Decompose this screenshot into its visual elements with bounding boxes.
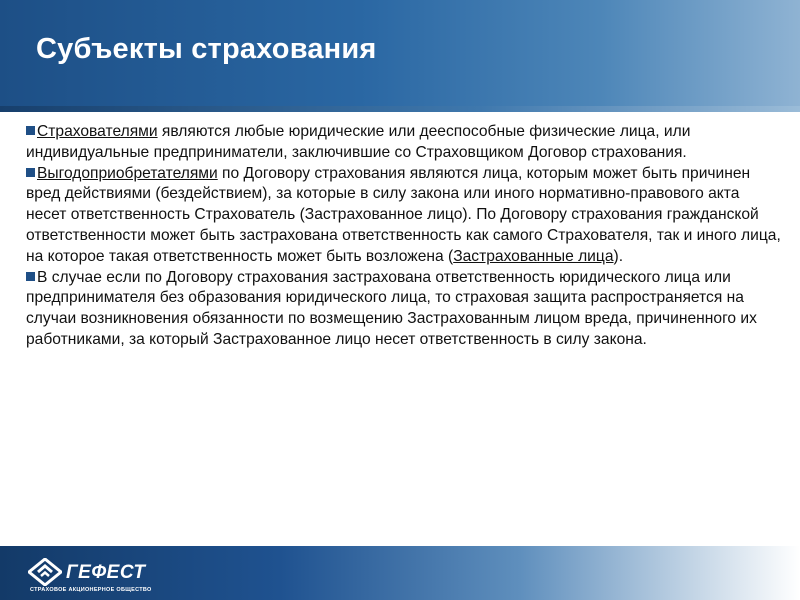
bullet-square-icon — [26, 272, 35, 281]
paragraph-beneficiaries-end: ). — [613, 247, 624, 265]
slide-header — [0, 0, 800, 112]
gefest-logo-icon — [28, 558, 62, 586]
logo-subtitle: СТРАХОВОЕ АКЦИОНЕРНОЕ ОБЩЕСТВО — [30, 587, 152, 593]
bullet-square-icon — [26, 126, 35, 135]
logo-name: ГЕФЕСТ — [66, 562, 146, 583]
paragraph-insurers-text: являются любые юридические или дееспособные физические лица, или индивидуальные предприниматели, заключившие со Страховщиком Договор страхования. — [26, 123, 691, 161]
term-insurers: Страхователями — [37, 123, 158, 140]
paragraph-liability — [26, 268, 784, 351]
paragraph-liability-text: В случае если по Договору страхования застрахована ответственность юридического лица или предпринимателя без образования юридического лица, то страховая защита распространяется на случаи возникновения обязанности по возмещению Застрахованным лицом вреда, причиненного их работниками, за который Застрахованное лицо несет ответственность в силу закона. — [26, 268, 757, 348]
term-beneficiaries: Выгодоприобретателями — [37, 164, 218, 182]
bullet-square-icon — [26, 168, 35, 177]
slide-content — [26, 122, 784, 351]
paragraph-beneficiaries-text: по Договору страхования являются лица, которым может быть причинен вред действиями (бездействием), за которые в силу закона или иного нормативно-правового акта несет ответственность Страхователь (Застрахованное лицо). По Договору страхования гражданской ответственности может быть застрахована ответственность как самого Страхователя, так и иного лица, на которое такая ответственность может быть возложена ( — [26, 164, 781, 265]
company-logo — [28, 556, 178, 596]
paragraph-insurers — [26, 122, 784, 164]
slide-title: Субъекты страхования — [36, 33, 377, 65]
paragraph-beneficiaries — [26, 164, 784, 268]
term-insured-persons: Застрахованные лица — [453, 247, 614, 265]
